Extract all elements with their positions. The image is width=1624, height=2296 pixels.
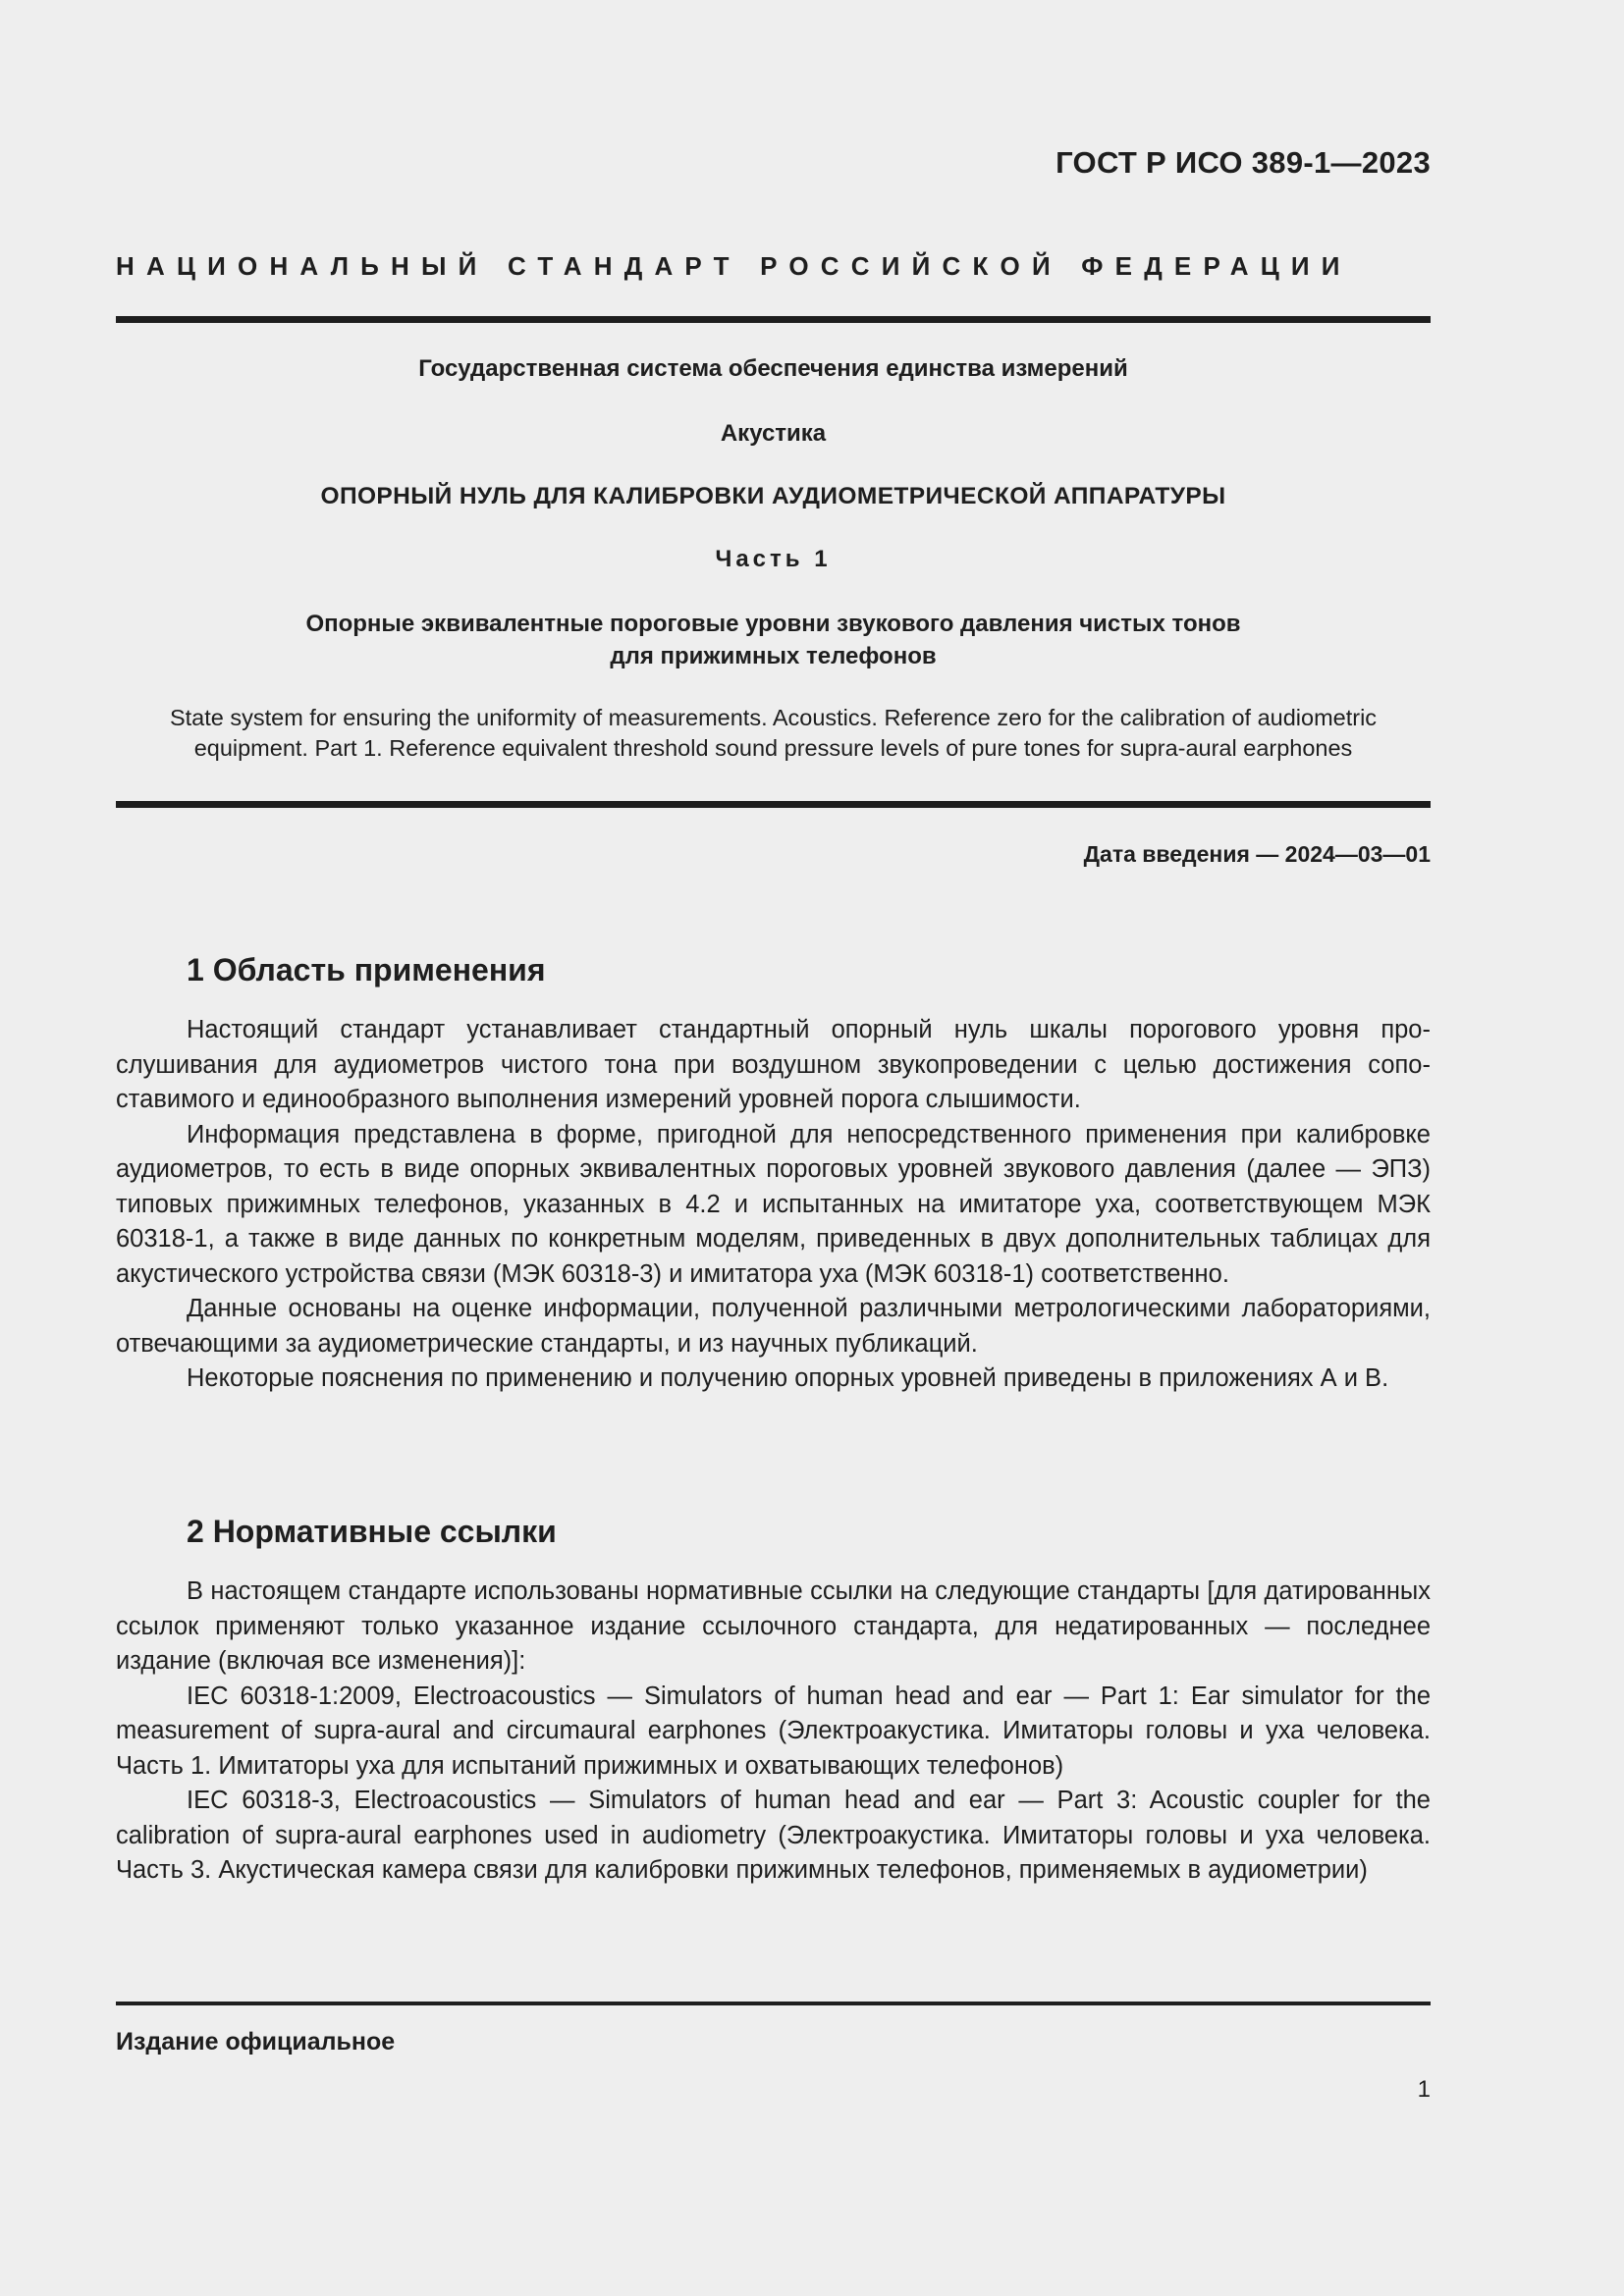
section-2-heading: 2 Нормативные ссылки [187,1514,557,1549]
footer-rule [116,2002,1431,2005]
english-title [116,703,1431,764]
document-code: ГОСТ Р ИСО 389-1—2023 [1056,145,1431,180]
paragraph: Данные основаны на оценке информации, полученной различными метрологическими лабораториями, отвечающими за аудиометрические стандарты, и из научных публикаций. [116,1295,1431,1358]
subtitle-line-2: для прижимных телефонов [610,643,937,669]
topic-title: Акустика [720,420,827,447]
english-title-line-1: State system for ensuring the uniformity of measurements. Acoustics. Reference zero for the calibration of audiometric [169,705,1378,730]
paragraph: В настоящем стандарте использованы нормативные ссылки на следующие стандарты [для датированных ссылок применяют только указанное издание ссылочного стандарта, для недатированных — последнее издание (включая все изменения)]: [116,1577,1431,1675]
section-1-heading: 1 Область применения [187,952,546,988]
paragraph: Информация представлена в форме, пригодной для непосредственного применения при калибровке аудиометров, то есть в виде опорных эквивалентных пороговых уровней звукового давления (далее — ЭПЗ) типовых прижимных телефонов, указанных в 4.2 и испытанных на имитаторе уха, соответствующем МЭК 60318-1, а также в виде данных по конкретным моделям, приведенных в двух дополнительных таблицах для акустического устройства связи (МЭК 60318-3) и имитатора уха (МЭК 60318-1) соответственно. [116,1120,1431,1288]
section-1-body [116,1013,1431,1397]
system-title: Государственная система обеспечения единства измерений [418,355,1128,382]
subtitle-line-1: Опорные эквивалентные пороговые уровни звукового давления чистых тонов [305,611,1241,637]
page-number: 1 [1417,2076,1431,2103]
section-2-body [116,1575,1431,1889]
document-page [116,0,1431,2296]
paragraph: Некоторые пояснения по применению и получению опорных уровней приведены в приложениях А и В. [187,1364,1389,1392]
title-bottom-rule [116,801,1431,808]
national-standard-banner: НАЦИОНАЛЬНЫЙ СТАНДАРТ РОССИЙСКОЙ ФЕДЕРАЦИИ [116,251,1352,281]
official-edition-label: Издание официальное [116,2028,396,2056]
date-of-introduction: Дата введения — 2024—03—01 [1083,841,1431,867]
english-title-line-2: equipment. Part 1. Reference equivalent threshold sound pressure levels of pure tones for supra-aural earphones [193,735,1353,761]
part-title: Часть 1 [715,546,832,572]
paragraph: IEC 60318-3, Electroacoustics — Simulators of human head and ear — Part 3: Acoustic coupler for the calibration of supra-aural earphones used in audiometry (Электроакустика. Имитаторы головы и уха человека. Часть 3. Акустическая камера связи для калибровки прижимных телефонов, применяемых в аудиометрии) [116,1787,1431,1884]
top-rule [116,316,1431,323]
paragraph: Настоящий стандарт устанавливает стандартный опорный нуль шкалы порогового уровня прослушивания для аудиометров чистого тона при воздушном звукопроведении с целью достижения сопоставимого и единообразного выполнения измерений уровней порога слышимости. [116,1016,1431,1113]
main-title: ОПОРНЫЙ НУЛЬ ДЛЯ КАЛИБРОВКИ АУДИОМЕТРИЧЕСКОЙ АППАРАТУРЫ [320,483,1226,509]
paragraph: IEC 60318-1:2009, Electroacoustics — Simulators of human head and ear — Part 1: Ear simulator for the measurement of supra-aural and circumaural earphones (Электроакустика. Имитаторы головы и уха человека. Часть 1. Имитаторы уха для испытаний прижимных и охватывающих телефонов) [116,1682,1431,1780]
